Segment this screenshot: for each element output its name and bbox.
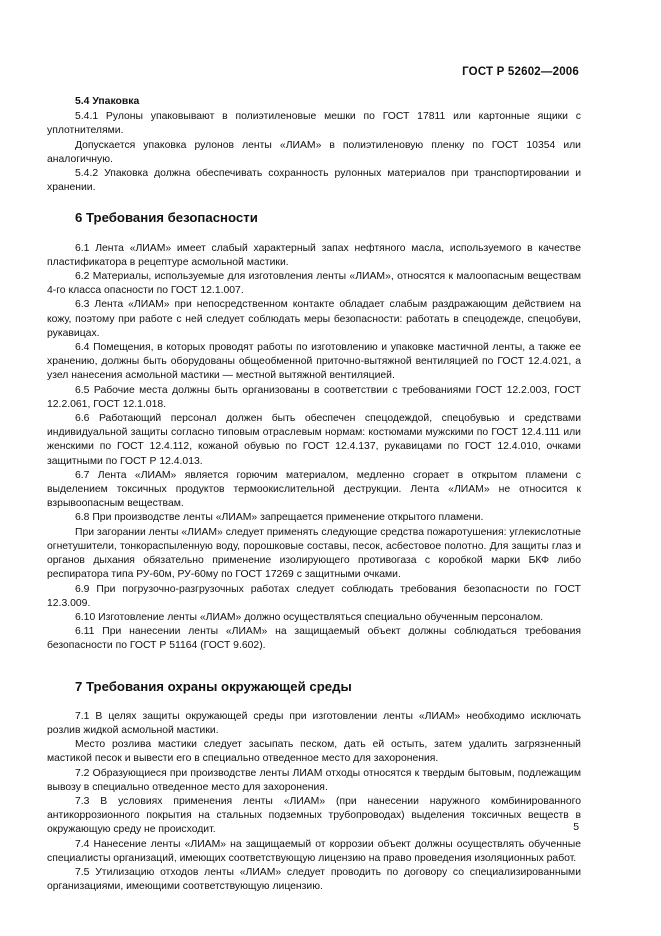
paragraph: 7.5 Утилизацию отходов ленты «ЛИАМ» следует проводить по договору со специализированными организациями, имеющими соответствующую лицензию. xyxy=(47,866,581,893)
paragraph: 6.8 При производстве ленты «ЛИАМ» запрещается применение открытого пламени. xyxy=(75,512,484,524)
section-title-6: 6 Требования безопасности xyxy=(75,210,258,226)
paragraph: 5.4.1 Рулоны упаковывают в полиэтиленовые мешки по ГОСТ 17811 или картонные ящики с уплотнителями. xyxy=(47,111,581,137)
paragraph: 6.4 Помещения, в которых проводят работы по изготовлению и упаковке мастичной ленты, а также ее хранению, должны быть оборудованы общеобменной приточно-вытяжной вентиляцией по ГОСТ 12.4.021, а узел нанесения асмольной мастики — местной вытяжной вентиляцией. xyxy=(47,342,581,382)
paragraph: 6.2 Материалы, используемые для изготовления ленты «ЛИАМ», относятся к малоопасным веществам 4-го класса опасности по ГОСТ 12.1.007. xyxy=(47,271,581,297)
paragraph: 7.2 Образующиеся при производстве ленты ЛИАМ отходы относятся к твердым бытовым, подлежащим вывозу в специально отведенное место для захоронения. xyxy=(47,767,581,793)
paragraph: 6.1 Лента «ЛИАМ» имеет слабый характерный запах нефтяного масла, используемого в качестве пластификатора в рецептуре асмольной мастики. xyxy=(47,242,581,268)
section-title-7: 7 Требования охраны окружающей среды xyxy=(75,678,352,694)
paragraph: 6.6 Работающий персонал должен быть обеспечен спецодеждой, спецобувью и средствами индивидуальной защиты согласно типовым отраслевым нормам: костюмами мужскими по ГОСТ 12.4.111 или женскими по ГОСТ 12.4.112, кожаной обувью по ГОСТ 12.4.137, рукавицами по ГОСТ 12.4.010, очками защитными по ГОСТ Р 12.4.013. xyxy=(47,413,581,467)
document-header: ГОСТ Р 52602—2006 xyxy=(462,66,579,78)
paragraph: 7.3 В условиях применения ленты «ЛИАМ» (при нанесении наружного комбинированного антикоррозионного покрытия на стальных подземных трубопроводах) выделения токсичных веществ в окружающую среду не происходит. xyxy=(47,795,581,836)
paragraph: 6.3 Лента «ЛИАМ» при непосредственном контакте обладает слабым раздражающим действием на кожу, поэтому при работе с ней следует соблюдать меры безопасности: работать в спецодежде, спецобуви, рукавицах. xyxy=(47,299,581,339)
paragraph: 6.5 Рабочие места должны быть организованы в соответствии с требованиями ГОСТ 12.2.003, ГОСТ 12.2.061, ГОСТ 12.1.018. xyxy=(47,384,581,410)
subsection-title-5-4: 5.4 Упаковка xyxy=(75,96,140,107)
paragraph: Место розлива мастики следует засыпать песком, дать ей остыть, затем удалить загрязненный мастикой песок и вывести его в специально отведенное место для захоронения. xyxy=(47,739,581,765)
paragraph: Допускается упаковка рулонов ленты «ЛИАМ» в полиэтиленовую пленку по ГОСТ 10354 или аналогичную. xyxy=(47,139,581,165)
page-number: 5 xyxy=(573,822,579,833)
paragraph: 7.1 В целях защиты окружающей среды при изготовлении ленты «ЛИАМ» необходимо исключать розлив жидкой асмольной мастики. xyxy=(47,710,581,736)
paragraph: При загорании ленты «ЛИАМ» следует применять следующие средства пожаротушения: углекислотные огнетушители, тонкораспыленную воду, порошковые составы, песок, асбестовое полотно. Для защиты глаз и органов дыхания обязательно применение изолирующего противогаза с коробкой марки БКФ либо респиратора типа РУ-60м, РУ-60му по ГОСТ 17269 с защитными очками. xyxy=(47,526,581,581)
paragraph: 6.10 Изготовление ленты «ЛИАМ» должно осуществляться специально обученным персоналом. xyxy=(75,611,544,623)
paragraph: 6.11 При нанесении ленты «ЛИАМ» на защищаемый объект должны соблюдаться требования безопасности по ГОСТ Р 51164 (ГОСТ 9.602). xyxy=(47,626,581,652)
paragraph: 7.4 Нанесение ленты «ЛИАМ» на защищаемый от коррозии объект должны осуществлять обученные специалисты организаций, имеющих соответствующую лицензию на право проведения изоляционных работ. xyxy=(47,838,581,864)
paragraph: 6.7 Лента «ЛИАМ» является горючим материалом, медленно сгорает в открытом пламени с выделением токсичных продуктов термоокислительной деструкции. Лента «ЛИАМ» не относится к взрывоопасным веществам. xyxy=(47,469,581,510)
paragraph: 6.9 При погрузочно-разгрузочных работах следует соблюдать требования безопасности по ГОСТ 12.3.009. xyxy=(47,583,581,609)
paragraph: 5.4.2 Упаковка должна обеспечивать сохранность рулонных материалов при транспортировании и хранении. xyxy=(47,168,581,194)
page-content xyxy=(47,95,581,894)
